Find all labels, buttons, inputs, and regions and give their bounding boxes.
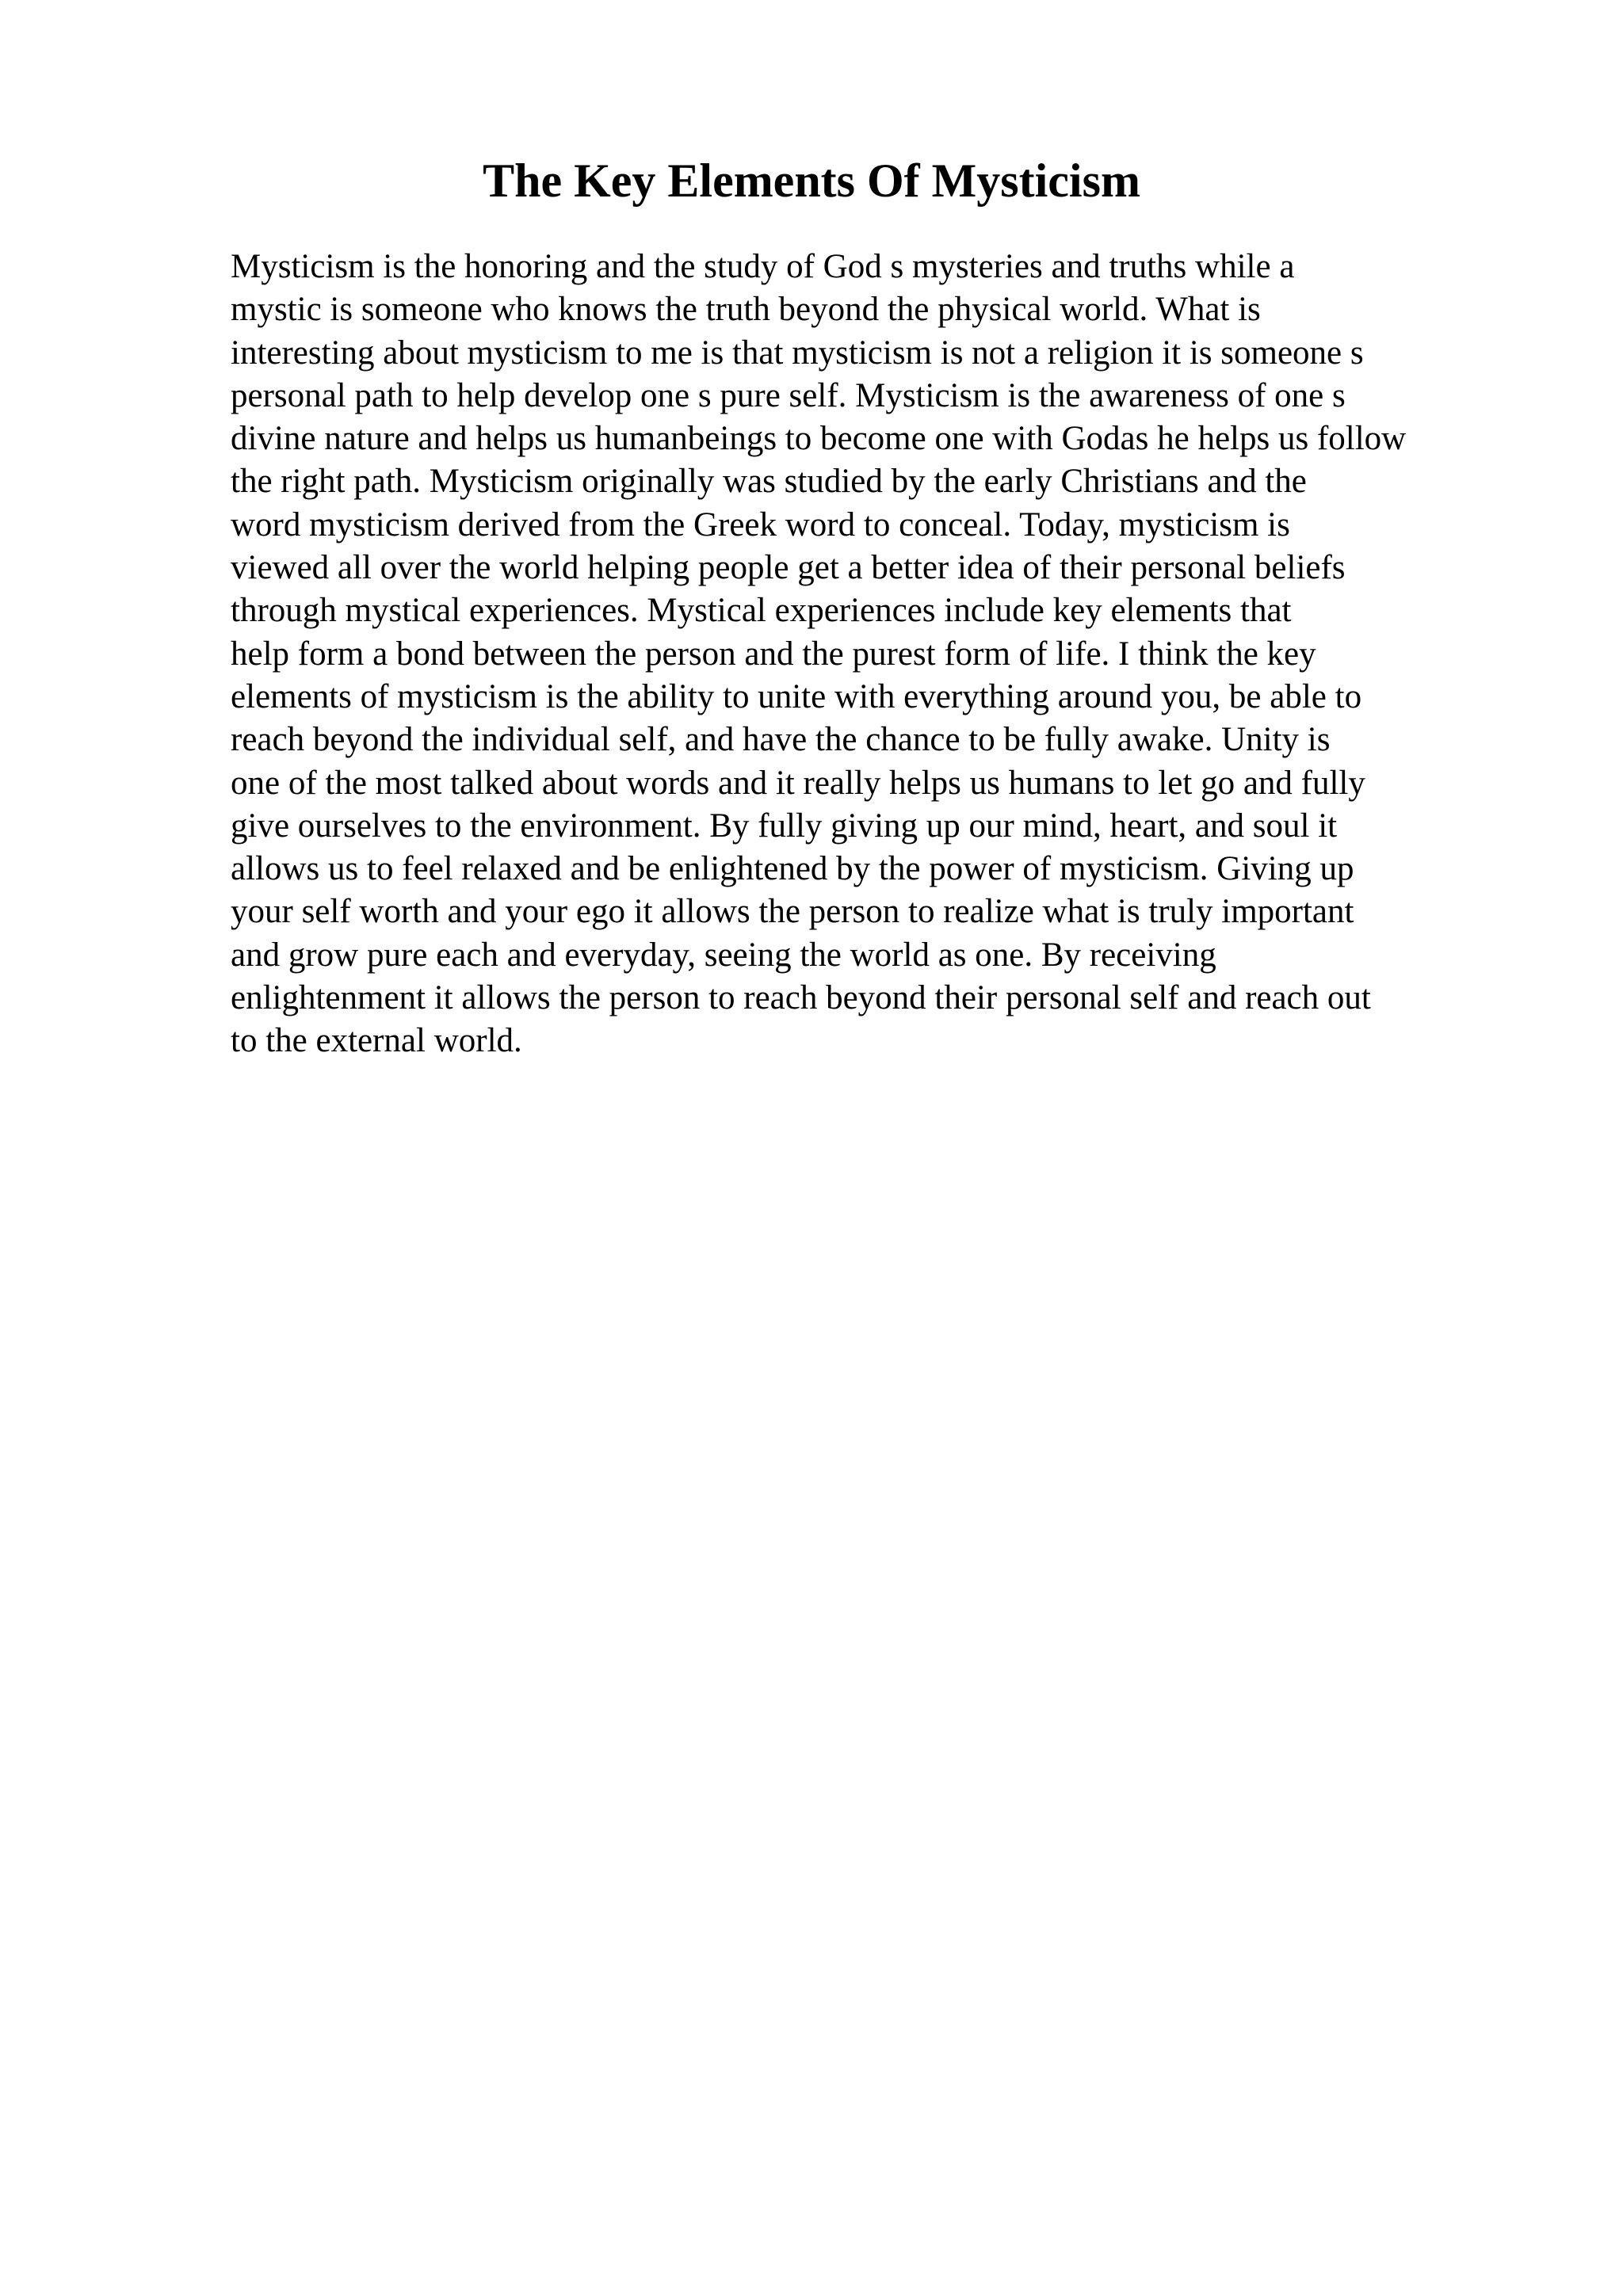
body-line: through mystical experiences. Mystical experiences include key elements that (231, 592, 1292, 630)
body-line: mystic is someone who knows the truth beyond the physical world. What is (231, 291, 1261, 329)
body-line: personal path to help develop one s pure self. Mysticism is the awareness of one s (231, 376, 1346, 414)
body-line: and grow pure each and everyday, seeing the world as one. By receiving (231, 936, 1216, 974)
body-line: to the external world. (231, 1022, 522, 1060)
document-body (231, 246, 1546, 1063)
body-line: word mysticism derived from the Greek word to conceal. Today, mysticism is (231, 505, 1290, 543)
body-line: Mysticism is the honoring and the study of God s mysteries and truths while a (231, 248, 1295, 285)
body-line: enlightenment it allows the person to reach beyond their personal self and reach out (231, 979, 1371, 1017)
body-line: your self worth and your ego it allows the person to realize what is truly important (231, 893, 1354, 931)
body-line: give ourselves to the environment. By fully giving up our mind, heart, and soul it (231, 807, 1338, 845)
body-line: viewed all over the world helping people get a better idea of their personal beliefs (231, 549, 1346, 587)
body-line: elements of mysticism is the ability to unite with everything around you, be able to (231, 677, 1362, 715)
body-line: allows us to feel relaxed and be enlightened by the power of mysticism. Giving up (231, 850, 1354, 888)
body-line: reach beyond the individual self, and have the chance to be fully awake. Unity is (231, 721, 1331, 759)
body-line: one of the most talked about words and it really helps us humans to let go and fully (231, 764, 1365, 802)
body-line: the right path. Mysticism originally was studied by the early Christians and the (231, 463, 1307, 501)
body-line: divine nature and helps us humanbeings to become one with Godas he helps us follow (231, 420, 1407, 458)
document-title: The Key Elements Of Mysticism (483, 154, 1140, 207)
body-line: help form a bond between the person and the purest form of life. I think the key (231, 635, 1316, 673)
body-line: interesting about mysticism to me is that mysticism is not a religion it is someone s (231, 334, 1364, 372)
